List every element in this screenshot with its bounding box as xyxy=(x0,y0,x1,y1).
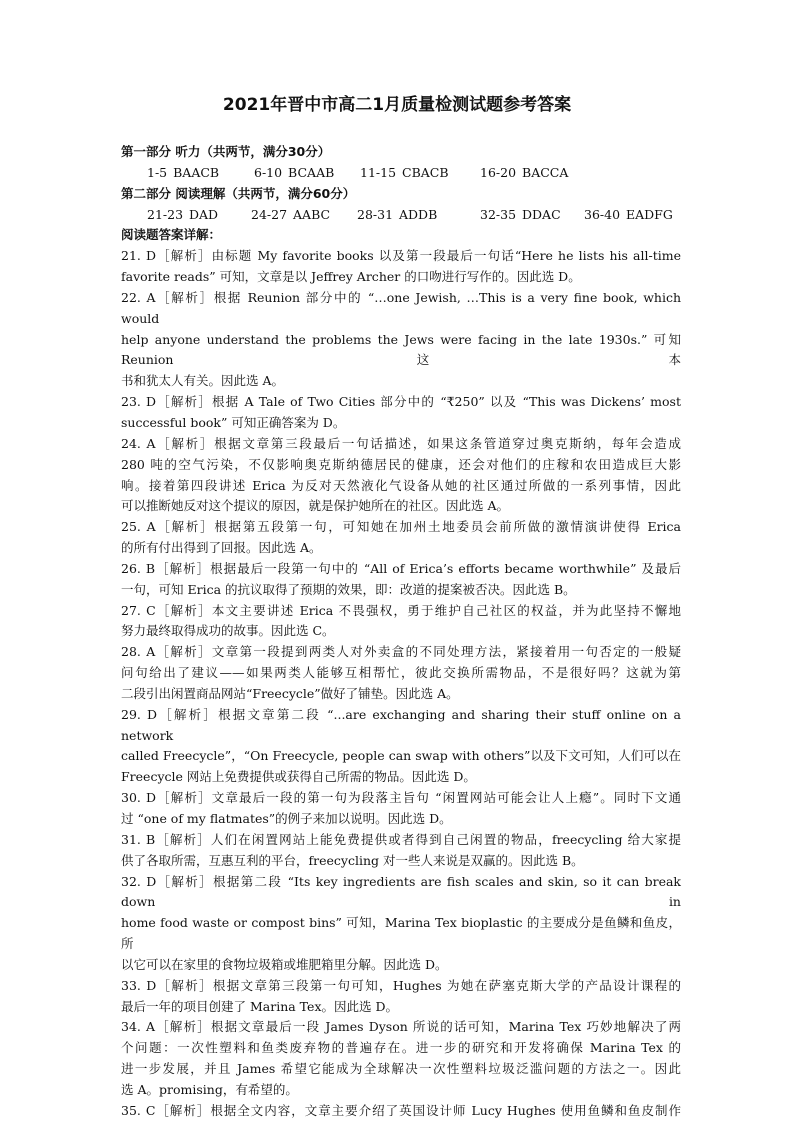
explanation-line: 26. B［解析］根据最后一段第一句中的 “All of Erica’s efforts became worthwhile” 及最后 xyxy=(121,560,681,576)
explanation-line: 29. D［解析］根据文章第二段 “...are exchanging and sharing their stuff online on a network xyxy=(121,706,681,743)
explanations-heading: 阅读题答案详解： xyxy=(121,227,222,243)
answer-group: 21-23 DAD xyxy=(147,206,219,222)
explanation-line: 进一步发展，并且 James 希望它能成为全球解决一次性塑料垃圾泛滥问题的方法之一。因此 xyxy=(121,1061,681,1077)
section-heading-listening: 第一部分 听力（共两节，满分30分） xyxy=(121,144,331,159)
explanation-line: successful book” 可知正确答案为 D。 xyxy=(121,414,346,430)
explanation-line: 选 A。promising，有希望的。 xyxy=(121,1081,298,1097)
explanation-line: 28. A［解析］文章第一段提到两类人对外卖盒的不同处理方法，紧接着用一句否定的一般疑 xyxy=(121,644,681,660)
answer-group: 32-35 DDAC xyxy=(480,206,561,222)
explanation-line: 书和犹太人有关。因此选 A。 xyxy=(121,373,285,389)
explanation-line: 24. A［解析］根据文章第三段最后一句话描述，如果这条管道穿过奥克斯纳，每年会造成 xyxy=(121,435,681,451)
explanation-line: 努力最终取得成功的故事。因此选 C。 xyxy=(121,623,335,639)
section-heading-reading: 第二部分 阅读理解（共两节，满分60分） xyxy=(121,185,356,201)
explanation-line: 33. D［解析］根据文章第三段第一句可知，Hughes 为她在萨塞克斯大学的产品设计课程的 xyxy=(121,977,681,993)
explanation-line: 个问题：一次性塑料和鱼类废弃物的普遍存在。进一步的研究和开发将确保 Marina Tex 的 xyxy=(121,1040,681,1056)
explanation-line: called Freecycle”，“On Freecycle, people can swap with others”以及下文可知，人们可以在 xyxy=(121,748,681,764)
answer-group: 36-40 EADFG xyxy=(584,206,673,222)
explanation-line: 以它可以在家里的食物垃圾箱或堆肥箱里分解。因此选 D。 xyxy=(121,956,448,972)
explanation-line: favorite reads” 可知，文章是以 Jeffrey Archer 的口吻进行写作的。因此选 D。 xyxy=(121,269,581,285)
answer-group: 6-10 BCAAB xyxy=(254,164,335,180)
explanation-line: 问句给出了建议——如果两类人能够互相帮忙，彼此交换所需物品，不是很好吗？这就为第 xyxy=(121,665,681,681)
explanation-line: 25. A［解析］根据第五段第一句，可知她在加州土地委员会前所做的激情演讲使得 Erica xyxy=(121,519,681,535)
explanation-line: 21. D［解析］由标题 My favorite books 以及第一段最后一句话“Here he lists his all-time xyxy=(121,248,681,264)
explanation-line: 的所有付出得到了回报。因此选 A。 xyxy=(121,540,322,556)
explanation-line: 22. A［解析］根据 Reunion 部分中的 “…one Jewish, …This is a very fine book, which would xyxy=(121,289,681,326)
explanation-line: 23. D［解析］根据 A Tale of Two Cities 部分中的 “₹250” 以及 “This was Dickens’ most xyxy=(121,394,681,410)
answer-group: 11-15 CBACB xyxy=(360,164,449,180)
answer-group: 1-5 BAACB xyxy=(147,164,220,180)
explanation-line: 35. C［解析］根据全文内容，文章主要介绍了英国设计师 Lucy Hughes 使用鱼鳞和鱼皮制作 xyxy=(121,1102,681,1118)
explanation-line: 280 吨的空气污染，不仅影响奥克斯纳德居民的健康，还会对他们的庄稼和农田造成巨大影 xyxy=(121,456,681,472)
explanation-line: 一句，可知 Erica 的抗议取得了预期的效果，即：改道的提案被否决。因此选 B。 xyxy=(121,581,576,597)
explanation-line: 最后一年的项目创建了 Marina Tex。因此选 D。 xyxy=(121,998,398,1014)
answer-row-reading xyxy=(121,205,681,226)
answer-row-listening xyxy=(121,163,681,184)
explanation-line: 31. B［解析］人们在闲置网站上能免费提供或者得到自己闲置的物品，freecycling 给大家提 xyxy=(121,831,681,847)
explanation-line: 34. A［解析］根据文章最后一段 James Dyson 所说的话可知，Marina Tex 巧妙地解决了两 xyxy=(121,1019,681,1035)
explanation-line: help anyone understand the problems the Jews were facing in the late 1930s.” 可知 Reunion 这本 xyxy=(121,331,681,368)
explanation-line: 二段引出闲置商品网站“Freecycle”做好了铺垫。因此选 A。 xyxy=(121,685,459,701)
explanation-line: 27. C［解析］本文主要讲述 Erica 不畏强权，勇于维护自己社区的权益，并为此坚持不懈地 xyxy=(121,602,681,618)
explanation-line: 供了各取所需，互惠互利的平台，freecycling 对一些人来说是双赢的。因此选 B。 xyxy=(121,852,584,868)
explanation-line: 过 “one of my flatmates”的例子来加以说明。因此选 D。 xyxy=(121,811,452,826)
answer-group: 24-27 AABC xyxy=(251,206,331,222)
explanation-line: 30. D［解析］文章最后一段的第一句为段落主旨句 “闲置网站可能会让人上瘾”。同时下文通 xyxy=(121,790,681,806)
document-body xyxy=(121,142,681,1122)
explanation-line: home food waste or compost bins” 可知，Marina Tex bioplastic 的主要成分是鱼鳞和鱼皮，所 xyxy=(121,915,681,952)
document-title: 2021年晋中市高二1月质量检测试题参考答案 xyxy=(222,95,572,115)
explanation-line: 32. D［解析］根据第二段 “Its key ingredients are fish scales and skin, so it can break down in xyxy=(121,873,681,910)
answer-group: 16-20 BACCA xyxy=(480,164,569,180)
explanation-line: 响。接着第四段讲述 Erica 为反对天然液化气设备从她的社区通过所做的一系列事情，因此 xyxy=(121,477,681,493)
explanation-line: 可以推断她反对这个提议的原因，就是保护她所在的社区。因此选 A。 xyxy=(121,498,510,514)
explanation-line: Freecycle 网站上免费提供或获得自己所需的物品。因此选 D。 xyxy=(121,769,476,785)
answer-group: 28-31 ADDB xyxy=(357,206,438,222)
